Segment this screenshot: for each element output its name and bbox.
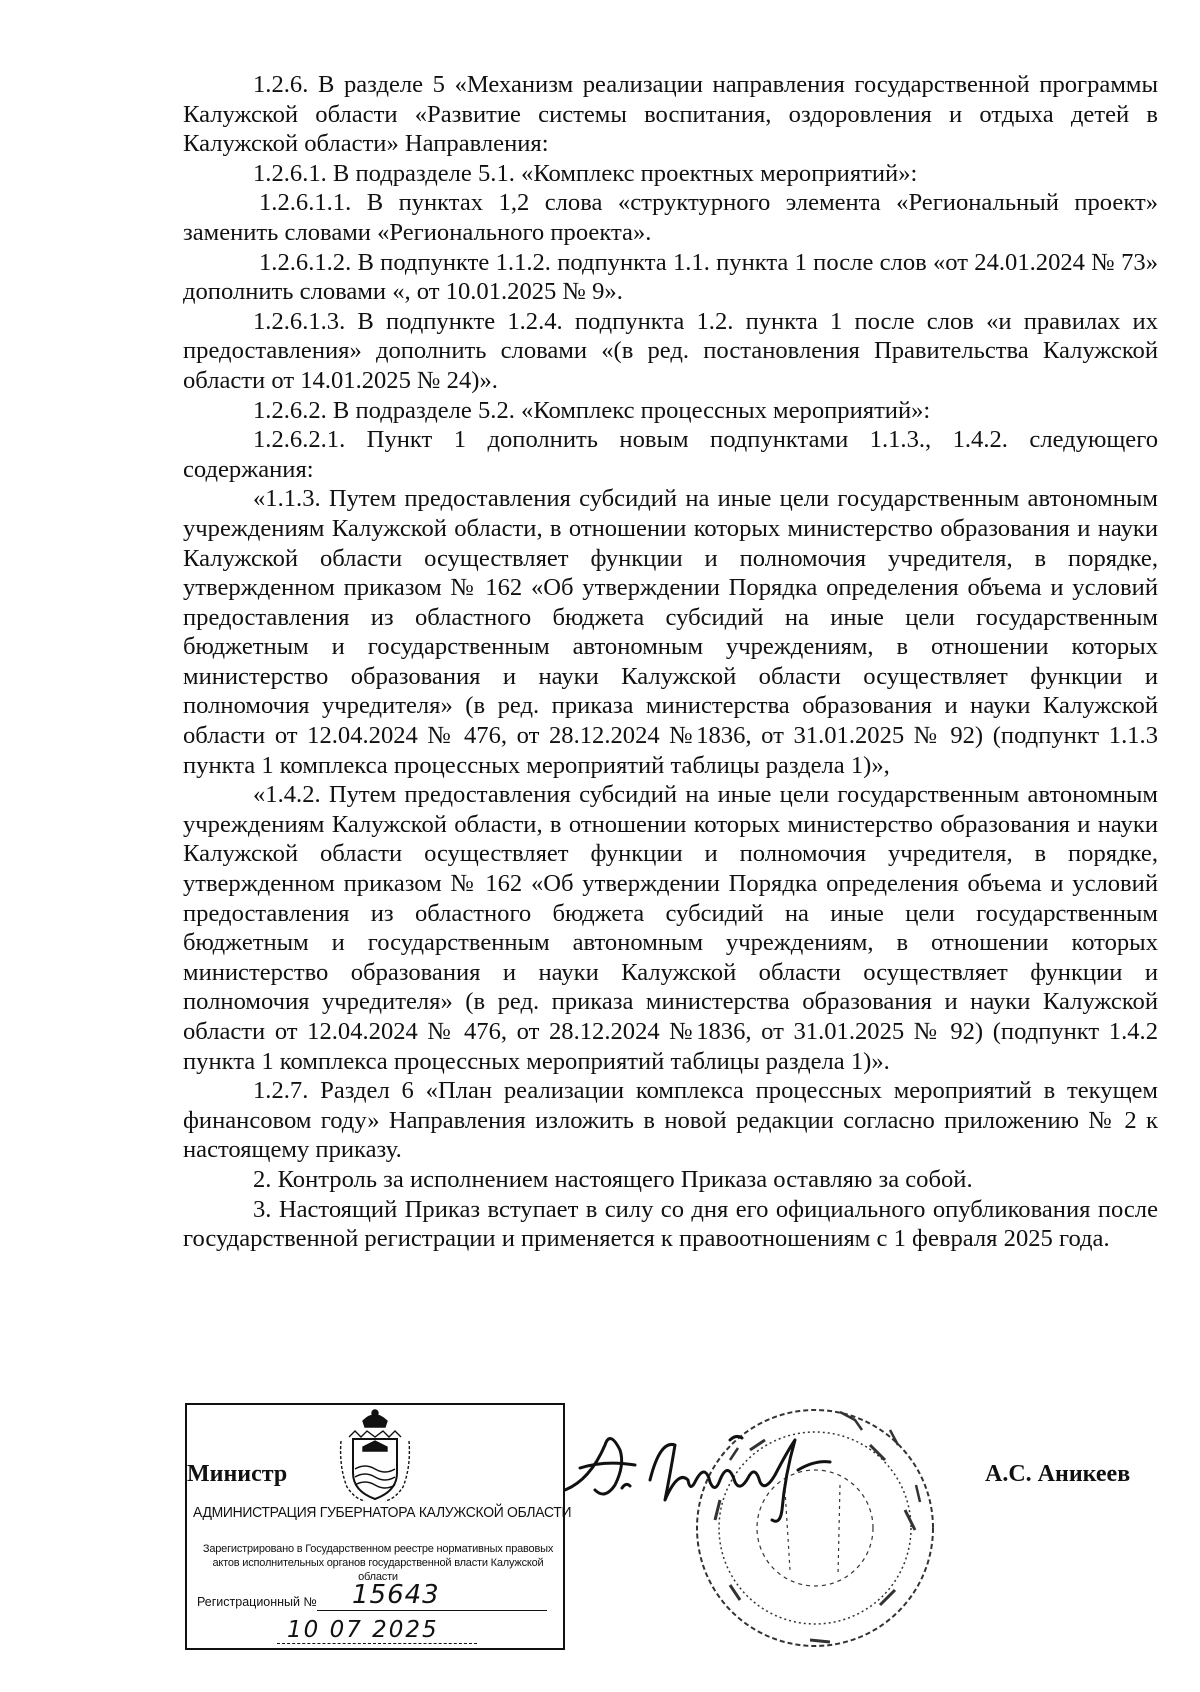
stamp-registration-date: 10 07 2025 (287, 1617, 439, 1643)
quoted-subitem-1-1-3: «1.1.3. Путем предоставления субсидий на иные цели государственным автономным учреждениям Калужской области, в отношении которых министерство образования и науки Калужской области осуществляет функции и полномочия учредителя, в порядке, утвержденном приказом № 162 «Об утверждении Порядка определения объема и условий предоставления из областного бюджета субсидий на иные цели государственным бюджетным и государственным автономным учреждениям, в отношении которых министерство образования и науки Калужской области осуществляет функции и полномочия учредителя» (в ред. приказа министерства образования и науки Калужской области от 12.04.2024 № 476, от 28.12.2024 №1836, от 31.01.2025 № 92) (подпункт 1.1.3 пункта 1 комплекса процессных мероприятий таблицы раздела 1)», (183, 485, 1158, 779)
paragraph-1-2-6-1: 1.2.6.1. В подразделе 5.1. «Комплекс проектных мероприятий»: (253, 159, 918, 187)
registration-stamp (185, 1403, 572, 1650)
paragraph-3: 3. Настоящий Приказ вступает в силу со дня его официального опубликования после государственной регистрации и применяется к правоотношениям с 1 февраля 2025 года. (183, 1195, 1158, 1253)
paragraph-1-2-6-2-1: 1.2.6.2.1. Пункт 1 дополнить новым подпунктами 1.1.3., 1.4.2. следующего содержания: (183, 426, 1158, 483)
signer-name: А.С. Аникеев (985, 1461, 1131, 1487)
stamp-date-line (277, 1643, 477, 1644)
stamp-number-label: Регистрационный № (197, 1595, 317, 1609)
paragraph-2: 2. Контроль за исполнением настоящего Приказа оставляю за собой. (253, 1165, 973, 1193)
handwritten-signature (560, 1420, 845, 1530)
paragraph-1-2-6: 1.2.6. В разделе 5 «Механизм реализации направления государственной программы Калужской области «Развитие системы воспитания, оздоровления и отдыха детей в Калужской области» Направления: (183, 71, 1158, 158)
signer-position: Министр (187, 1461, 288, 1487)
quoted-subitem-1-4-2: «1.4.2. Путем предоставления субсидий на иные цели государственным автономным учреждениям Калужской области, в отношении которых министерство образования и науки Калужской области осуществляет функции и полномочия учредителя, в порядке, утвержденном приказом № 162 «Об утверждении Порядка определения объема и условий предоставления из областного бюджета субсидий на иные цели государственным бюджетным и государственным автономным учреждениям, в отношении которых министерство образования и науки Калужской области осуществляет функции и полномочия учредителя» (в ред. приказа министерства образования и науки Калужской области от 12.04.2024 № 476, от 28.12.2024 №1836, от 31.01.2025 № 92) (подпункт 1.4.2 пункта 1 комплекса процессных мероприятий таблицы раздела 1)». (183, 781, 1158, 1075)
paragraph-1-2-6-1-3: 1.2.6.1.3. В подпункте 1.2.4. подпункта 1.2. пункта 1 после слов «и правилах их предоставления» дополнить словами «(в ред. постановления Правительства Калужской области от 14.01.2025 № 24)». (183, 307, 1158, 394)
stamp-registration-number: 15643 (352, 1580, 440, 1610)
paragraph-1-2-6-2: 1.2.6.2. В подразделе 5.2. «Комплекс процессных мероприятий»: (253, 396, 931, 424)
document-body (183, 70, 1158, 1254)
paragraph-1-2-7: 1.2.7. Раздел 6 «План реализации комплекса процессных мероприятий в текущем финансовом году» Направления изложить в новой редакции согласно приложению № 2 к настоящему приказу. (183, 1077, 1158, 1164)
stamp-number-line (317, 1610, 547, 1611)
paragraph-1-2-6-1-1: 1.2.6.1.1. В пунктах 1,2 слова «структурного элемента «Региональный проект» заменить словами «Регионального проекта». (183, 189, 1158, 246)
paragraph-1-2-6-1-2: 1.2.6.1.2. В подпункте 1.1.2. подпункта 1.1. пункта 1 после слов «от 24.01.2024 № 73» дополнить словами «, от 10.01.2025 № 9». (183, 248, 1158, 306)
stamp-registration-note: Зарегистрировано в Государственном реестре нормативных правовых актов исполнительных органов государственной власти Калужской области (202, 1543, 554, 1583)
kaluga-coat-of-arms-icon (335, 1407, 415, 1505)
stamp-authority: АДМИНИСТРАЦИЯ ГУБЕРНАТОРА КАЛУЖСКОЙ ОБЛАСТИ (193, 1505, 572, 1521)
